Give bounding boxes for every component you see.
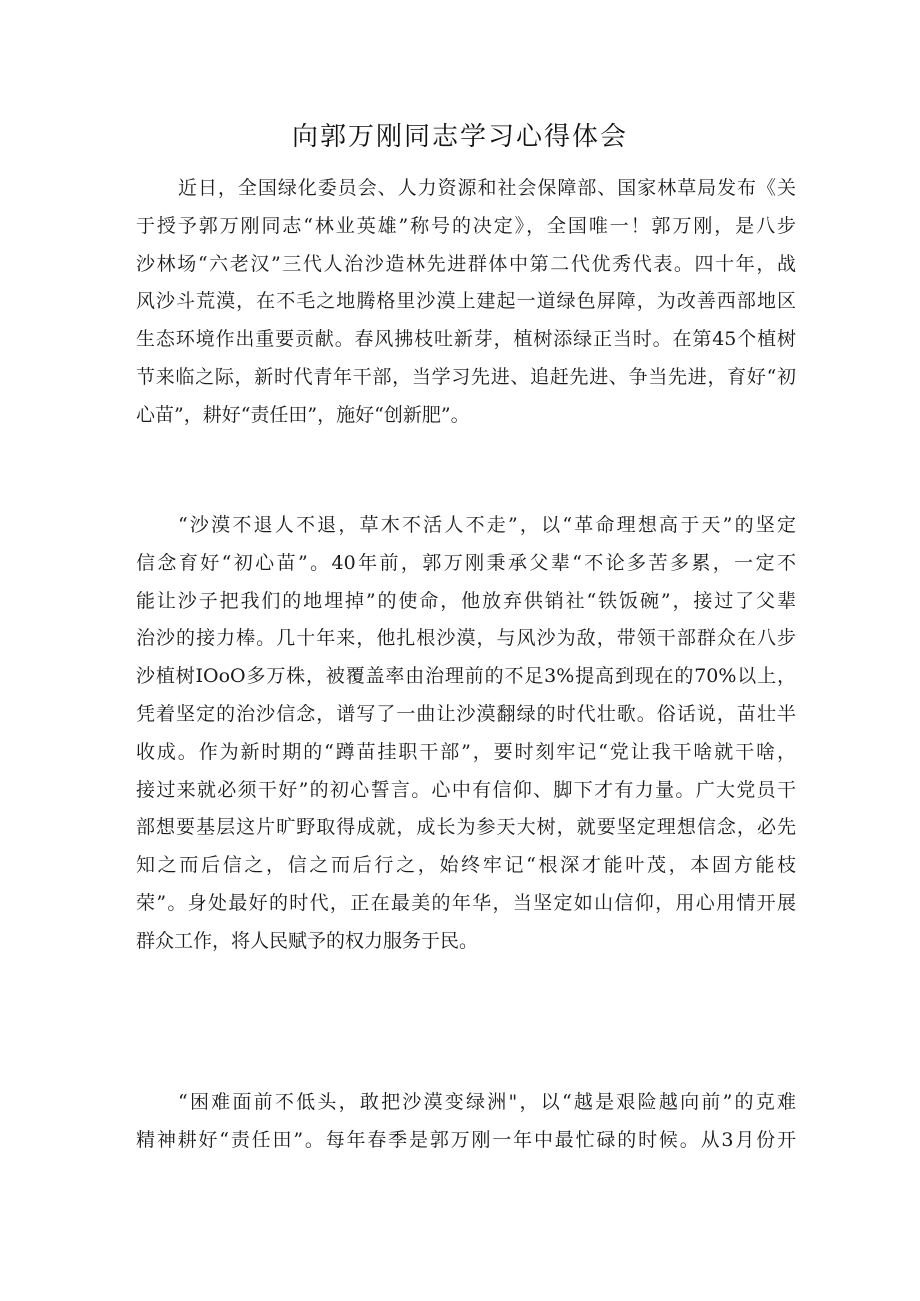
paragraph-line: 生态环境作出重要贡献。春风拂枝吐新芽，植树添绿正当时。在第45个植树 bbox=[136, 328, 796, 351]
paragraph-3 bbox=[136, 1084, 796, 1160]
paragraph-line: 荣”。身处最好的时代，正在最美的年华，当坚定如山信仰，用心用情开展 bbox=[136, 891, 796, 914]
paragraph-line: 节来临之际，新时代青年干部，当学习先进、追赶先进、争当先进，育好“初 bbox=[136, 365, 796, 388]
document-title: 向郭万刚同志学习心得体会 bbox=[291, 122, 628, 152]
paragraph-line: 知之而后信之，信之而后行之，始终牢记“根深才能叶茂，本固方能枝 bbox=[136, 854, 796, 877]
paragraph-line: 于授予郭万刚同志“林业英雄”称号的决定》，全国唯一！郭万刚，是八步 bbox=[136, 214, 796, 237]
paragraph-line: 沙植树IOoO多万株，被覆盖率由治理前的不足3%提高到现在的70%以上， bbox=[136, 665, 796, 688]
paragraph-line: 沙林场“六老汉”三代人治沙造林先进群体中第二代优秀代表。四十年，战 bbox=[136, 252, 796, 275]
paragraph-line: 心苗”，耕好“责任田”，施好“创新肥”。 bbox=[136, 403, 470, 426]
paragraph-2 bbox=[136, 507, 796, 961]
paragraph-line: 群众工作，将人民赋予的权力服务于民。 bbox=[136, 929, 479, 952]
paragraph-line: 近日，全国绿化委员会、人力资源和社会保障部、国家林草局发布《关 bbox=[178, 177, 796, 199]
paragraph-line: 部想要基层这片旷野取得成就，成长为参天大树，就要坚定理想信念，必先 bbox=[136, 816, 796, 839]
paragraph-line: 凭着坚定的治沙信念，谱写了一曲让沙漠翻绿的时代壮歌。俗话说，苗壮半 bbox=[136, 702, 796, 725]
paragraph-line: 收成。作为新时期的“蹲苗挂职干部”，要时刻牢记“党让我干啥就干啥， bbox=[136, 740, 796, 763]
paragraph-line: 风沙斗荒漠，在不毛之地腾格里沙漠上建起一道绿色屏障，为改善西部地区 bbox=[136, 290, 796, 313]
paragraph-line: “沙漠不退人不退，草木不活人不走”，以“革命理想高于天”的坚定 bbox=[178, 514, 796, 536]
paragraph-line: 能让沙子把我们的地埋掉”的使命，他放弃供销社“铁饭碗”，接过了父辈 bbox=[136, 589, 796, 612]
paragraph-line: 信念育好“初心苗”。40年前，郭万刚秉承父辈“不论多苦多累，一定不 bbox=[136, 551, 796, 574]
paragraph-line: 治沙的接力棒。几十年来，他扎根沙漠，与风沙为敌，带领干部群众在八步 bbox=[136, 627, 796, 650]
paragraph-line: 接过来就必须干好”的初心誓言。心中有信仰、脚下才有力量。广大党员干 bbox=[136, 778, 796, 801]
paragraph-line: “困难面前不低头，敢把沙漠变绿洲"，以“越是艰险越向前”的克难 bbox=[178, 1091, 796, 1113]
paragraph-1 bbox=[136, 170, 796, 435]
paragraph-line: 精神耕好“责任田”。每年春季是郭万刚一年中最忙碌的时候。从3月份开 bbox=[136, 1128, 796, 1151]
